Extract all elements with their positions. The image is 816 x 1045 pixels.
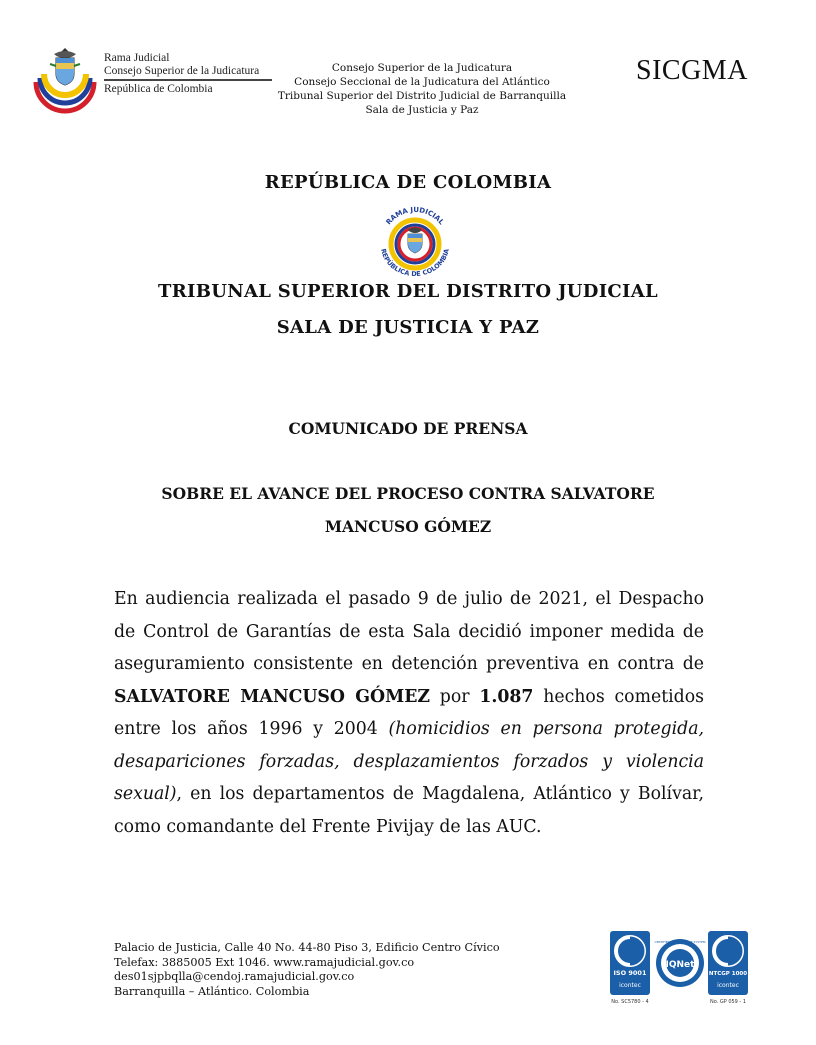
subject-line-1: SOBRE EL AVANCE DEL PROCESO CONTRA SALVATORE: [161, 484, 655, 503]
seal-bottom-text: REPÚBLICA DE COLOMBIA: [379, 247, 451, 278]
event-count: 1.087: [479, 686, 534, 707]
press-release-heading: COMUNICADO DE PRENSA: [288, 419, 528, 438]
body-part-1: En audiencia realizada el pasado 9 de julio de 2021, el Despacho de Control de Garantías de esta Sala decidió imponer medida de aseguramiento consistente en detención preventiva en contra de: [114, 589, 704, 674]
colombia-coat-of-arms-icon: [28, 38, 102, 114]
subject-line-2: MANCUSO GÓMEZ: [324, 517, 492, 536]
iso-9001-icon: [610, 931, 650, 1005]
seal-top-text: RAMA JUDICIAL: [384, 206, 446, 227]
body-paragraph: [114, 583, 704, 843]
header-line-4: Sala de Justicia y Paz: [365, 104, 479, 116]
iso-brand: icontec: [619, 982, 641, 989]
logo-divider: [104, 79, 272, 81]
footer-email: des01sjpbqlla@cendoj.ramajudicial.gov.co: [114, 970, 355, 983]
certification-logos: [608, 929, 753, 1005]
crimes-list: (homicidios en persona protegida, desapariciones forzadas, desplazamientos forzados y violencia sexual): [114, 719, 704, 804]
body-part-4: , en los departamentos de Magdalena, Atlántico y Bolívar, como comandante del Frente Pivijay de las AUC.: [114, 784, 704, 837]
footer-city: Barranquilla – Atlántico. Colombia: [114, 984, 310, 998]
chamber-title: SALA DE JUSTICIA Y PAZ: [276, 317, 540, 338]
ntcgp-label: NTCGP 1000: [708, 971, 748, 977]
iqnet-ring-text: CERTIFIED MANAGEMENT SYSTEM: [654, 940, 706, 944]
header-institution-block: [262, 61, 582, 117]
footer-address: Palacio de Justicia, Calle 40 No. 44-80 Piso 3, Edificio Centro Cívico: [114, 941, 500, 954]
header-line-1: Consejo Superior de la Judicatura: [331, 62, 513, 74]
ntcgp-cert-number: No. GP 059 - 1: [709, 999, 747, 1005]
iqnet-label: IQNet: [665, 960, 695, 970]
tribunal-title: TRIBUNAL SUPERIOR DEL DISTRITO JUDICIAL: [158, 281, 658, 302]
rama-judicial-seal-icon: [375, 206, 455, 278]
ntcgp-1000-icon: [708, 931, 748, 1005]
header-line-2: Consejo Seccional de la Judicatura del Atlántico: [294, 76, 550, 88]
body-part-2: por: [430, 686, 480, 707]
ntcgp-brand: icontec: [717, 982, 739, 989]
system-name: SICGMA: [636, 55, 748, 86]
body-part-3: hechos cometidos entre los años 1996 y 2004: [114, 686, 704, 739]
logo-country: República de Colombia: [104, 83, 213, 95]
logo-line-2: Consejo Superior de la Judicatura: [104, 65, 260, 77]
logo-line-1: Rama Judicial: [104, 52, 170, 64]
iso-cert-number: No. SC5780 - 4: [611, 999, 649, 1005]
iqnet-icon: [655, 939, 706, 987]
rama-judicial-logo: [28, 38, 278, 114]
rama-judicial-seal: [375, 206, 455, 278]
header-line-3: Tribunal Superior del Distrito Judicial de Barranquilla: [277, 90, 567, 102]
defendant-name: SALVATORE MANCUSO GÓMEZ: [114, 686, 431, 707]
footer-phone: Telefax: 3885005 Ext 1046. www.ramajudicial.gov.co: [114, 955, 415, 969]
iso-label: ISO 9001: [613, 969, 647, 977]
footer-contact: [114, 941, 500, 999]
republic-title: REPÚBLICA DE COLOMBIA: [264, 172, 552, 193]
